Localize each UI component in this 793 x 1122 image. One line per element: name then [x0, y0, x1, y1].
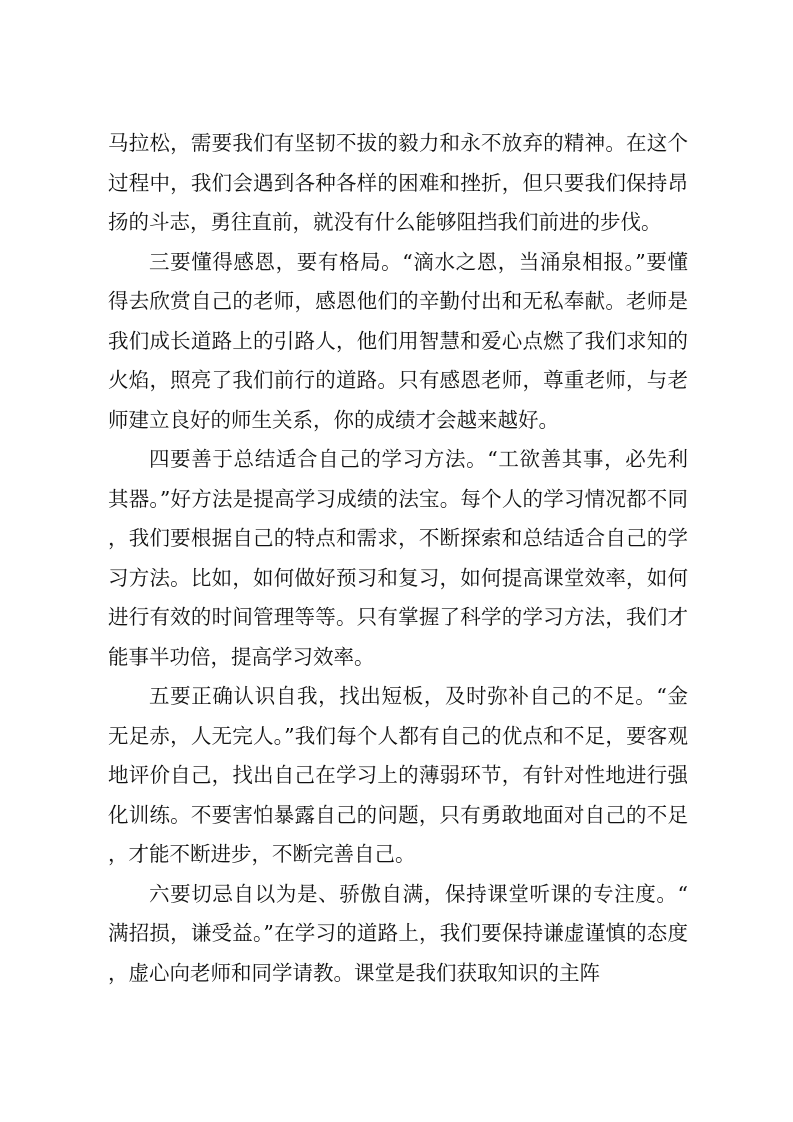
paragraph-4: 五要正确认识自我，找出短板，及时弥补自己的不足。“金无足赤，人无完人。”我们每个人都有自己的优点和不足，要客观地评价自己，找出自己在学习上的薄弱环节，有针对性地进行强化训练。不要害怕暴露自己的问题，只有勇敢地面对自己的不足，才能不断进步，不断完善自己。	[108, 684, 688, 866]
document-page	[108, 124, 688, 993]
paragraph-3: 四要善于总结适合自己的学习方法。“工欲善其事，必先利其器。”好方法是提高学习成绩的法宝。每个人的学习情况都不同，我们要根据自己的特点和需求，不断探索和总结适合自己的学习方法。比如，如何做好预习和复习，如何提高课堂效率，如何进行有效的时间管理等等。只有掌握了科学的学习方法，我们才能事半功倍，提高学习效率。	[108, 447, 688, 669]
paragraph-2: 三要懂得感恩，要有格局。“滴水之恩，当涌泉相报。”要懂得去欣赏自己的老师，感恩他们的辛勤付出和无私奉献。老师是我们成长道路上的引路人，他们用智慧和爱心点燃了我们求知的火焰，照亮了我们前行的道路。只有感恩老师，尊重老师，与老师建立良好的师生关系，你的成绩才会越来越好。	[108, 249, 688, 432]
paragraph-1: 马拉松，需要我们有坚韧不拔的毅力和永不放弃的精神。在这个过程中，我们会遇到各种各样的困难和挫折，但只要我们保持昂扬的斗志，勇往直前，就没有什么能够阻挡我们前进的步伐。	[108, 131, 688, 234]
paragraph-5: 六要切忌自以为是、骄傲自满，保持课堂听课的专注度。“满招损，谦受益。”在学习的道路上，我们要保持谦虚谨慎的态度，虚心向老师和同学请教。课堂是我们获取知识的主阵	[108, 881, 688, 985]
